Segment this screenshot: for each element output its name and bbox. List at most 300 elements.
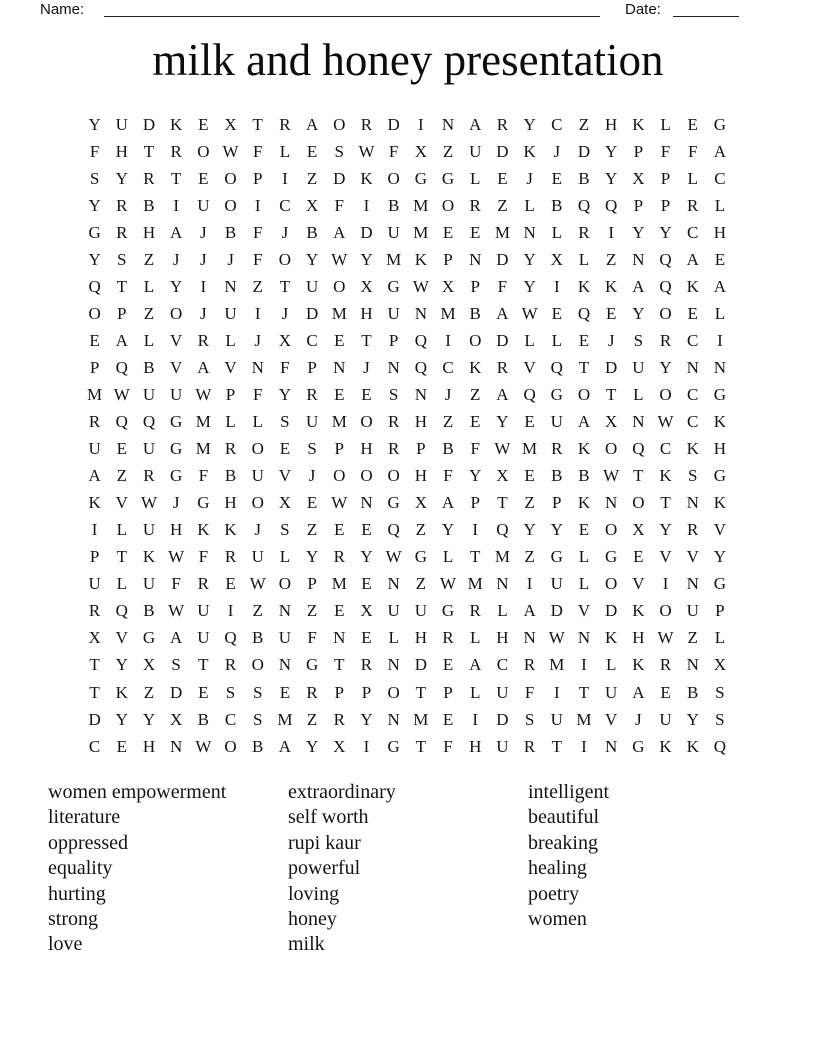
- grid-cell-letter: S: [252, 682, 263, 702]
- grid-cell-letter: R: [88, 412, 101, 432]
- grid-cell-letter: N: [414, 384, 427, 404]
- grid-cell-letter: U: [659, 709, 672, 729]
- grid-cell-letter: W: [358, 141, 375, 161]
- grid-cell-letter: R: [387, 412, 400, 432]
- grid-cell-letter: F: [280, 357, 290, 377]
- grid-cell-letter: I: [472, 709, 479, 729]
- grid-cell-letter: F: [524, 682, 535, 702]
- grid-cell-letter: D: [414, 655, 427, 675]
- grid-cell-letter: C: [279, 195, 291, 215]
- grid-cell-letter: L: [225, 330, 236, 350]
- grid-cell-letter: F: [388, 141, 399, 161]
- grid-cell-letter: L: [143, 330, 155, 350]
- grid-cell-letter: D: [550, 601, 563, 621]
- grid-row: [81, 165, 734, 192]
- grid-cell-letter: L: [551, 222, 562, 242]
- grid-cell-letter: U: [88, 439, 101, 459]
- grid-cell-letter: L: [116, 574, 127, 594]
- grid-cell-letter: X: [441, 276, 455, 296]
- grid-cell-letter: Y: [713, 547, 727, 567]
- grid-cell-letter: P: [660, 168, 671, 188]
- grid-cell-letter: E: [497, 168, 508, 188]
- grid-cell-letter: Q: [605, 195, 618, 215]
- grid-cell-letter: F: [443, 466, 453, 486]
- grid-cell-letter: U: [686, 601, 699, 621]
- grid-row: [81, 138, 734, 165]
- date-blank-line: [673, 1, 739, 17]
- grid-cell-letter: N: [632, 249, 645, 269]
- grid-cell-letter: R: [659, 655, 672, 675]
- grid-cell-letter: A: [632, 276, 645, 296]
- grid-cell-letter: G: [88, 222, 101, 242]
- grid-cell-letter: E: [225, 574, 236, 594]
- grid-cell-letter: G: [170, 466, 183, 486]
- grid-cell-letter: N: [224, 276, 237, 296]
- grid-cell-letter: P: [552, 493, 562, 513]
- grid-cell-letter: V: [713, 520, 727, 540]
- grid-cell-letter: O: [441, 195, 455, 215]
- grid-cell-letter: Y: [115, 655, 128, 675]
- grid-cell-letter: Y: [88, 114, 101, 134]
- grid-cell-letter: V: [224, 357, 237, 377]
- grid-cell-letter: K: [659, 736, 672, 756]
- grid-cell-letter: W: [195, 384, 212, 404]
- grid-cell-letter: K: [632, 655, 645, 675]
- grid-cell-letter: Y: [88, 249, 101, 269]
- grid-cell-letter: Q: [632, 439, 645, 459]
- grid-cell-letter: H: [605, 114, 618, 134]
- grid-cell-letter: D: [88, 709, 101, 729]
- grid-cell-letter: R: [687, 520, 699, 540]
- grid-cell-letter: R: [523, 736, 536, 756]
- grid-cell-letter: E: [442, 222, 454, 242]
- grid-cell-letter: C: [687, 222, 699, 242]
- grid-cell-letter: Y: [305, 736, 319, 756]
- grid-cell-letter: X: [496, 466, 509, 486]
- grid-cell-letter: K: [605, 276, 618, 296]
- grid-cell-letter: V: [115, 493, 128, 513]
- grid-cell-letter: S: [687, 466, 698, 486]
- grid-cell-letter: E: [198, 114, 209, 134]
- grid-cell-letter: E: [524, 412, 535, 432]
- grid-cell-letter: E: [470, 412, 481, 432]
- grid-cell-letter: S: [225, 682, 236, 702]
- grid-cell-letter: G: [441, 168, 455, 188]
- grid-cell-letter: F: [687, 141, 698, 161]
- grid-cell-letter: P: [252, 168, 263, 188]
- grid-cell-letter: Y: [441, 520, 455, 540]
- grid-row: [81, 111, 734, 138]
- grid-cell-letter: T: [89, 655, 100, 675]
- grid-cell-letter: O: [333, 114, 346, 134]
- grid-cell-letter: E: [551, 168, 562, 188]
- grid-cell-letter: Z: [143, 303, 155, 323]
- grid-cell-letter: O: [333, 276, 346, 296]
- grid-cell-letter: X: [605, 412, 618, 432]
- grid-cell-letter: E: [361, 520, 372, 540]
- grid-cell-letter: H: [142, 222, 156, 242]
- grid-cell-letter: F: [198, 466, 209, 486]
- grid-cell-letter: W: [494, 439, 511, 459]
- grid-cell-letter: M: [467, 574, 483, 594]
- grid-cell-letter: E: [605, 303, 617, 323]
- grid-cell-letter: H: [360, 439, 373, 459]
- grid-cell-letter: M: [522, 439, 538, 459]
- word-list-item: love: [48, 933, 83, 956]
- grid-cell-letter: Z: [252, 601, 263, 621]
- grid-cell-letter: K: [577, 276, 591, 296]
- grid-cell-letter: U: [550, 709, 563, 729]
- grid-cell-letter: U: [142, 520, 156, 540]
- grid-cell-letter: G: [142, 628, 156, 648]
- grid-cell-letter: E: [361, 574, 372, 594]
- grid-cell-letter: M: [413, 195, 429, 215]
- grid-cell-letter: Q: [414, 357, 427, 377]
- grid-cell-letter: M: [195, 412, 211, 432]
- word-list-item: strong: [48, 908, 98, 931]
- grid-cell-letter: D: [496, 330, 509, 350]
- grid-cell-letter: Z: [252, 276, 263, 296]
- grid-cell-letter: I: [418, 114, 424, 134]
- grid-cell-letter: V: [686, 547, 699, 567]
- name-blank-line: [104, 1, 600, 17]
- grid-cell-letter: I: [717, 330, 723, 350]
- grid-cell-letter: Z: [306, 168, 318, 188]
- grid-cell-letter: O: [605, 439, 618, 459]
- grid-cell-letter: M: [386, 249, 402, 269]
- grid-cell-letter: D: [496, 709, 509, 729]
- grid-cell-letter: K: [659, 466, 672, 486]
- grid-cell-letter: Y: [360, 547, 373, 567]
- grid-cell-letter: Q: [713, 736, 727, 756]
- grid-cell-letter: C: [659, 439, 672, 459]
- grid-cell-letter: U: [550, 574, 563, 594]
- grid-cell-letter: O: [632, 493, 645, 513]
- grid-cell-letter: Y: [305, 249, 319, 269]
- grid-cell-letter: Q: [659, 249, 672, 269]
- grid-cell-letter: C: [714, 168, 726, 188]
- grid-cell-letter: M: [195, 439, 211, 459]
- grid-row: [81, 598, 734, 625]
- grid-cell-letter: Z: [578, 114, 590, 134]
- grid-cell-letter: C: [496, 655, 509, 675]
- grid-row: [81, 273, 734, 300]
- grid-cell-letter: L: [605, 655, 617, 675]
- grid-cell-letter: D: [387, 114, 400, 134]
- grid-cell-letter: L: [143, 276, 155, 296]
- grid-cell-letter: H: [632, 628, 645, 648]
- grid-cell-letter: M: [331, 412, 347, 432]
- grid-cell-letter: U: [469, 141, 482, 161]
- grid-cell-letter: K: [686, 439, 699, 459]
- grid-cell-letter: G: [305, 655, 319, 675]
- grid-cell-letter: K: [686, 736, 699, 756]
- grid-cell-letter: K: [469, 357, 482, 377]
- grid-row: [81, 463, 734, 490]
- grid-cell-letter: K: [577, 439, 591, 459]
- grid-cell-letter: B: [224, 466, 237, 486]
- grid-cell-letter: I: [91, 520, 98, 540]
- grid-cell-letter: C: [442, 357, 454, 377]
- grid-cell-letter: L: [578, 574, 590, 594]
- grid-cell-letter: A: [88, 466, 101, 486]
- grid-row: [81, 733, 734, 760]
- grid-cell-letter: G: [713, 114, 727, 134]
- grid-cell-letter: F: [171, 574, 181, 594]
- grid-cell-letter: X: [305, 195, 319, 215]
- grid-cell-letter: B: [224, 222, 237, 242]
- grid-cell-letter: H: [496, 628, 509, 648]
- grid-cell-letter: B: [551, 466, 563, 486]
- grid-cell-letter: P: [633, 195, 644, 215]
- grid-cell-letter: U: [170, 384, 183, 404]
- grid-cell-letter: N: [523, 222, 536, 242]
- grid-cell-letter: N: [251, 357, 264, 377]
- grid-cell-letter: X: [170, 709, 183, 729]
- grid-cell-letter: U: [387, 303, 400, 323]
- grid-cell-letter: L: [524, 330, 535, 350]
- grid-cell-letter: M: [87, 384, 103, 404]
- word-list-item: milk: [288, 933, 325, 956]
- grid-cell-letter: Z: [415, 574, 427, 594]
- grid-cell-letter: O: [387, 168, 400, 188]
- grid-cell-letter: O: [197, 141, 210, 161]
- grid-cell-letter: P: [89, 357, 100, 377]
- grid-cell-letter: W: [412, 276, 429, 296]
- grid-cell-letter: Y: [469, 466, 482, 486]
- grid-cell-letter: I: [282, 168, 288, 188]
- grid-cell-letter: C: [687, 384, 699, 404]
- word-list: [48, 780, 768, 958]
- grid-cell-letter: T: [497, 493, 508, 513]
- grid-cell-letter: Z: [306, 520, 318, 540]
- grid-cell-letter: Y: [550, 520, 563, 540]
- word-list-item: intelligent: [528, 781, 610, 803]
- grid-cell-letter: L: [388, 628, 399, 648]
- grid-cell-letter: F: [252, 384, 263, 404]
- grid-cell-letter: Z: [524, 547, 535, 567]
- grid-cell-letter: X: [414, 493, 427, 513]
- grid-cell-letter: K: [170, 114, 183, 134]
- grid-cell-letter: L: [714, 628, 726, 648]
- grid-cell-letter: Y: [523, 114, 536, 134]
- grid-cell-letter: C: [551, 114, 563, 134]
- grid-cell-letter: L: [279, 141, 291, 161]
- grid-cell-letter: E: [334, 384, 345, 404]
- grid-row: [81, 436, 734, 463]
- grid-cell-letter: I: [363, 195, 370, 215]
- grid-cell-letter: K: [713, 493, 727, 513]
- grid-cell-letter: V: [115, 628, 128, 648]
- grid-cell-letter: K: [713, 412, 727, 432]
- grid-cell-letter: V: [170, 330, 183, 350]
- grid-cell-letter: T: [198, 655, 209, 675]
- grid-cell-letter: Z: [116, 466, 127, 486]
- grid-row: [81, 490, 734, 517]
- grid-cell-letter: M: [494, 547, 510, 567]
- word-list-item: loving: [288, 882, 340, 905]
- grid-cell-letter: B: [469, 303, 481, 323]
- grid-cell-letter: J: [172, 249, 180, 269]
- grid-row: [81, 409, 734, 436]
- grid-cell-letter: L: [714, 195, 726, 215]
- grid-cell-letter: M: [549, 655, 565, 675]
- grid-cell-letter: O: [387, 466, 400, 486]
- grid-row: [81, 706, 734, 733]
- grid-cell-letter: T: [578, 357, 590, 377]
- grid-cell-letter: G: [414, 168, 427, 188]
- grid-cell-letter: N: [686, 493, 699, 513]
- grid-cell-letter: P: [443, 682, 453, 702]
- grid-cell-letter: N: [469, 249, 482, 269]
- grid-cell-letter: D: [496, 141, 509, 161]
- grid-cell-letter: R: [197, 574, 210, 594]
- grid-row: [81, 571, 734, 598]
- grid-cell-letter: K: [142, 547, 156, 567]
- grid-cell-letter: W: [195, 736, 212, 756]
- grid-cell-letter: S: [171, 655, 181, 675]
- word-list-item: extraordinary: [288, 781, 396, 803]
- grid-cell-letter: X: [713, 655, 727, 675]
- grid-cell-letter: G: [713, 384, 727, 404]
- grid-cell-letter: N: [632, 412, 645, 432]
- grid-cell-letter: J: [254, 330, 262, 350]
- grid-cell-letter: M: [440, 303, 456, 323]
- grid-row: [81, 354, 734, 381]
- grid-cell-letter: Z: [524, 493, 535, 513]
- grid-cell-letter: E: [116, 736, 127, 756]
- grid-cell-letter: W: [249, 574, 266, 594]
- grid-cell-letter: P: [225, 384, 236, 404]
- grid-cell-letter: O: [251, 493, 264, 513]
- grid-cell-letter: O: [659, 601, 672, 621]
- grid-cell-letter: P: [89, 547, 100, 567]
- grid-cell-letter: N: [713, 357, 727, 377]
- grid-cell-letter: T: [279, 276, 291, 296]
- grid-cell-letter: O: [224, 736, 237, 756]
- grid-cell-letter: I: [363, 736, 370, 756]
- grid-cell-letter: J: [363, 357, 370, 377]
- grid-cell-letter: A: [523, 601, 536, 621]
- grid-cell-letter: O: [170, 303, 183, 323]
- grid-cell-letter: X: [550, 249, 563, 269]
- grid-cell-letter: G: [550, 384, 563, 404]
- grid-cell-letter: E: [660, 682, 671, 702]
- grid-cell-letter: B: [551, 195, 563, 215]
- grid-cell-letter: N: [387, 655, 400, 675]
- grid-cell-letter: O: [605, 520, 618, 540]
- grid-cell-letter: G: [605, 547, 618, 567]
- grid-cell-letter: A: [441, 493, 455, 513]
- grid-cell-letter: A: [305, 114, 319, 134]
- grid-cell-letter: R: [442, 628, 454, 648]
- grid-cell-letter: W: [331, 249, 348, 269]
- word-list-item: healing: [528, 857, 587, 880]
- grid-cell-letter: H: [414, 412, 427, 432]
- grid-cell-letter: E: [578, 330, 590, 350]
- grid-cell-letter: Q: [115, 412, 128, 432]
- grid-cell-letter: T: [89, 682, 100, 702]
- grid-cell-letter: F: [443, 736, 453, 756]
- grid-cell-letter: Z: [442, 141, 454, 161]
- grid-cell-letter: W: [222, 141, 239, 161]
- grid-cell-letter: C: [306, 330, 318, 350]
- grid-cell-letter: Z: [442, 412, 454, 432]
- grid-cell-letter: Q: [550, 357, 563, 377]
- grid-cell-letter: H: [224, 493, 237, 513]
- grid-cell-letter: T: [578, 682, 590, 702]
- grid-cell-letter: R: [170, 141, 182, 161]
- grid-row: [81, 246, 734, 273]
- grid-cell-letter: U: [197, 195, 210, 215]
- grid-cell-letter: U: [142, 384, 156, 404]
- grid-cell-letter: S: [307, 439, 317, 459]
- word-list-item: self worth: [288, 806, 369, 829]
- grid-cell-letter: Y: [496, 412, 509, 432]
- grid-cell-letter: Y: [88, 195, 101, 215]
- grid-cell-letter: Z: [470, 384, 481, 404]
- grid-cell-letter: O: [469, 330, 482, 350]
- grid-cell-letter: Q: [523, 384, 536, 404]
- grid-cell-letter: N: [686, 655, 699, 675]
- grid-cell-letter: L: [252, 412, 263, 432]
- grid-cell-letter: U: [278, 628, 292, 648]
- grid-cell-letter: I: [662, 574, 669, 594]
- grid-cell-letter: J: [553, 141, 561, 161]
- grid-cell-letter: C: [88, 736, 101, 756]
- grid-cell-letter: P: [470, 493, 480, 513]
- grid-cell-letter: P: [443, 249, 453, 269]
- grid-cell-letter: Y: [523, 276, 536, 296]
- grid-cell-letter: K: [577, 493, 591, 513]
- grid-cell-letter: G: [197, 493, 210, 513]
- grid-cell-letter: B: [442, 439, 454, 459]
- grid-cell-letter: R: [224, 547, 237, 567]
- grid-cell-letter: W: [657, 628, 674, 648]
- grid-cell-letter: I: [254, 303, 261, 323]
- grid-cell-letter: U: [251, 547, 264, 567]
- grid-cell-letter: I: [581, 736, 587, 756]
- grid-row: [81, 625, 734, 652]
- grid-cell-letter: O: [577, 384, 591, 404]
- grid-cell-letter: H: [713, 222, 727, 242]
- grid-cell-letter: F: [89, 141, 100, 161]
- grid-cell-letter: O: [360, 412, 373, 432]
- grid-cell-letter: Y: [659, 357, 672, 377]
- grid-cell-letter: X: [632, 520, 645, 540]
- word-list-item: women empowerment: [48, 781, 227, 803]
- grid-cell-letter: W: [168, 601, 185, 621]
- grid-cell-letter: G: [632, 736, 645, 756]
- grid-cell-letter: Y: [360, 249, 373, 269]
- grid-cell-letter: W: [113, 384, 130, 404]
- grid-cell-letter: Y: [142, 709, 156, 729]
- word-list-item: literature: [48, 806, 121, 829]
- grid-cell-letter: Z: [605, 249, 617, 269]
- grid-cell-letter: U: [387, 601, 400, 621]
- grid-cell-letter: G: [713, 574, 727, 594]
- grid-cell-letter: F: [660, 141, 671, 161]
- grid-cell-letter: U: [387, 222, 400, 242]
- grid-cell-letter: L: [470, 168, 481, 188]
- word-list-item: beautiful: [528, 806, 600, 829]
- grid-cell-letter: Z: [306, 601, 318, 621]
- grid-cell-letter: W: [657, 412, 674, 432]
- grid-cell-letter: E: [578, 520, 590, 540]
- grid-cell-letter: E: [551, 303, 562, 323]
- grid-cell-letter: Y: [605, 141, 618, 161]
- grid-row: [81, 192, 734, 219]
